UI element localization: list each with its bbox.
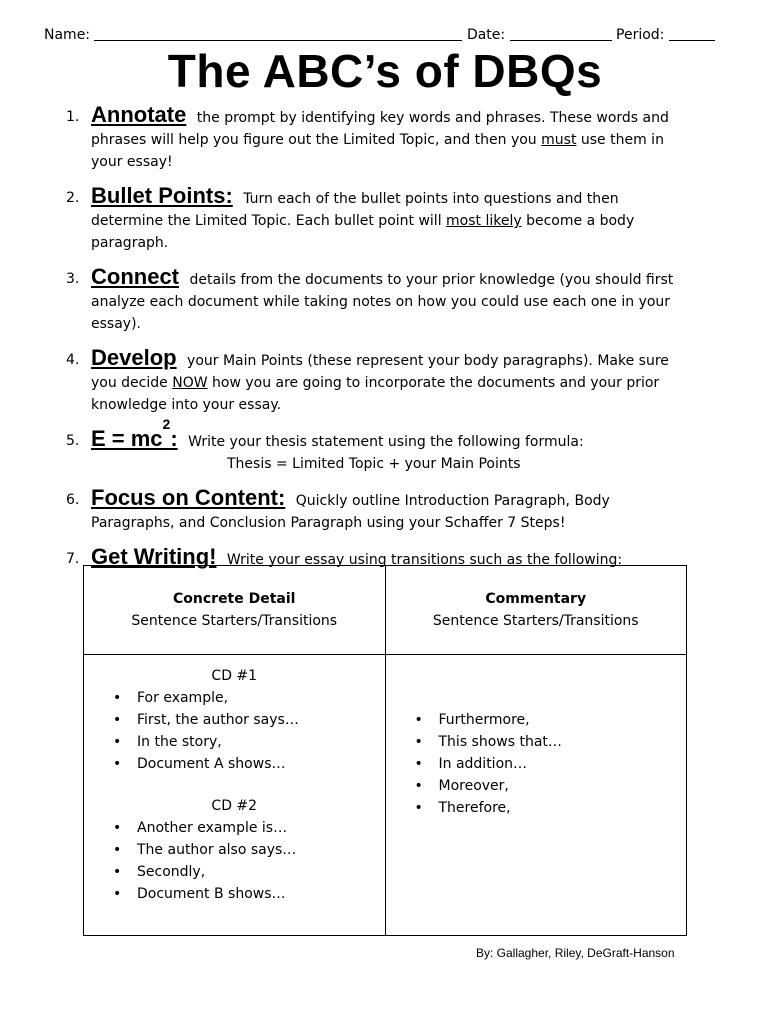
step-heading: Bullet Points:: [91, 183, 233, 208]
step-text: details from the documents to your prior knowledge (you should first analyze each document while taking notes on how you could use each one in your essay).: [91, 272, 674, 332]
date-label: Date:: [466, 27, 506, 43]
list-item: • The author also says…: [137, 839, 384, 861]
concrete-detail-cell: [84, 655, 386, 936]
list-item: • Moreover,: [439, 775, 686, 797]
step-emphasis: transitions: [391, 552, 466, 568]
period-label: Period:: [616, 27, 665, 43]
step-number: 6.: [66, 492, 80, 508]
formula-colon: :: [170, 426, 178, 451]
step-text: Write your essay using: [226, 552, 392, 568]
step-heading: Get Writing!: [91, 544, 217, 569]
list-item: • For example,: [137, 687, 384, 709]
list-item: • Furthermore,: [439, 709, 686, 731]
list-item: • In the story,: [137, 731, 384, 753]
cd1-list: [85, 687, 384, 775]
authors-footer: By: Gallagher, Riley, DeGraft-Hanson: [476, 946, 675, 960]
step-text: your Main Points (these represent your body paragraphs). Make sure you decide: [91, 353, 669, 391]
concrete-detail-header: [84, 566, 386, 655]
step-emphasis: NOW: [172, 375, 208, 391]
list-item: • Document B shows…: [137, 883, 384, 905]
step-focus: [62, 487, 682, 534]
step-text: the prompt by identifying key words and phrases. These words and phrases will help you figure out the Limited Topic, and then you: [91, 110, 669, 148]
name-blank: [94, 26, 462, 41]
cd2-list: [85, 817, 384, 905]
step-connect: [62, 266, 682, 335]
table-header-row: [84, 566, 687, 655]
name-label: Name:: [44, 27, 91, 43]
list-item: • Document A shows…: [137, 753, 384, 775]
step-heading: Develop: [91, 345, 177, 370]
step-text-end: use them in your essay!: [91, 132, 664, 170]
table-row: [84, 655, 687, 936]
step-heading: Focus on Content:: [91, 485, 286, 510]
step-number: 5.: [66, 433, 80, 449]
page-title: The ABC’s of DBQs: [167, 45, 603, 97]
formula-exponent: 2: [162, 416, 171, 432]
column-subtitle: Sentence Starters/Transitions: [131, 613, 338, 629]
step-number: 2.: [66, 190, 80, 206]
step-emphasis: must: [541, 132, 577, 148]
column-subtitle: Sentence Starters/Transitions: [432, 613, 639, 629]
steps-list: [62, 104, 682, 583]
step-develop: [62, 347, 682, 416]
list-item: • First, the author says…: [137, 709, 384, 731]
column-title: Concrete Detail: [173, 591, 296, 607]
list-item: • Therefore,: [439, 797, 686, 819]
step-text: Write your thesis statement using the following formula:: [188, 434, 584, 450]
date-blank: [510, 26, 612, 41]
step-heading: [91, 416, 178, 451]
step-heading: Annotate: [91, 102, 187, 127]
list-item: • Another example is…: [137, 817, 384, 839]
period-blank: [669, 26, 715, 41]
step-emphasis: most likely: [446, 213, 522, 229]
column-title: Commentary: [485, 591, 587, 607]
step-text: Turn each of the bullet points into questions and then determine the Limited Topic. Each bullet point will: [91, 191, 619, 229]
formula-heading: E = mc: [91, 426, 163, 451]
step-heading: Connect: [91, 264, 179, 289]
step-text-end: such as the following:: [465, 552, 623, 568]
commentary-list: [387, 709, 686, 819]
step-number: 4.: [66, 352, 80, 368]
cd1-label: CD #1: [211, 668, 258, 684]
transitions-table: [83, 565, 687, 936]
commentary-cell: [385, 655, 687, 936]
list-item: • Secondly,: [137, 861, 384, 883]
step-text-end: how you are going to incorporate the documents and your prior knowledge into your essay.: [91, 375, 660, 413]
step-number: 3.: [66, 271, 80, 287]
cd2-label: CD #2: [211, 798, 258, 814]
list-item: • This shows that…: [439, 731, 686, 753]
step-number: 7.: [66, 551, 80, 567]
list-item: • In addition…: [439, 753, 686, 775]
step-bullet-points: [62, 185, 682, 254]
thesis-formula: Thesis = Limited Topic + your Main Points: [227, 456, 521, 472]
step-text-end: become a body paragraph.: [91, 213, 635, 251]
step-annotate: [62, 104, 682, 173]
step-thesis: [62, 416, 682, 475]
step-text: Quickly outline Introduction Paragraph, Body Paragraphs, and Conclusion Paragraph using your Schaffer 7 Steps!: [91, 493, 610, 531]
header-fields: [44, 26, 734, 43]
commentary-header: [385, 566, 687, 655]
step-number: 1.: [66, 109, 80, 125]
